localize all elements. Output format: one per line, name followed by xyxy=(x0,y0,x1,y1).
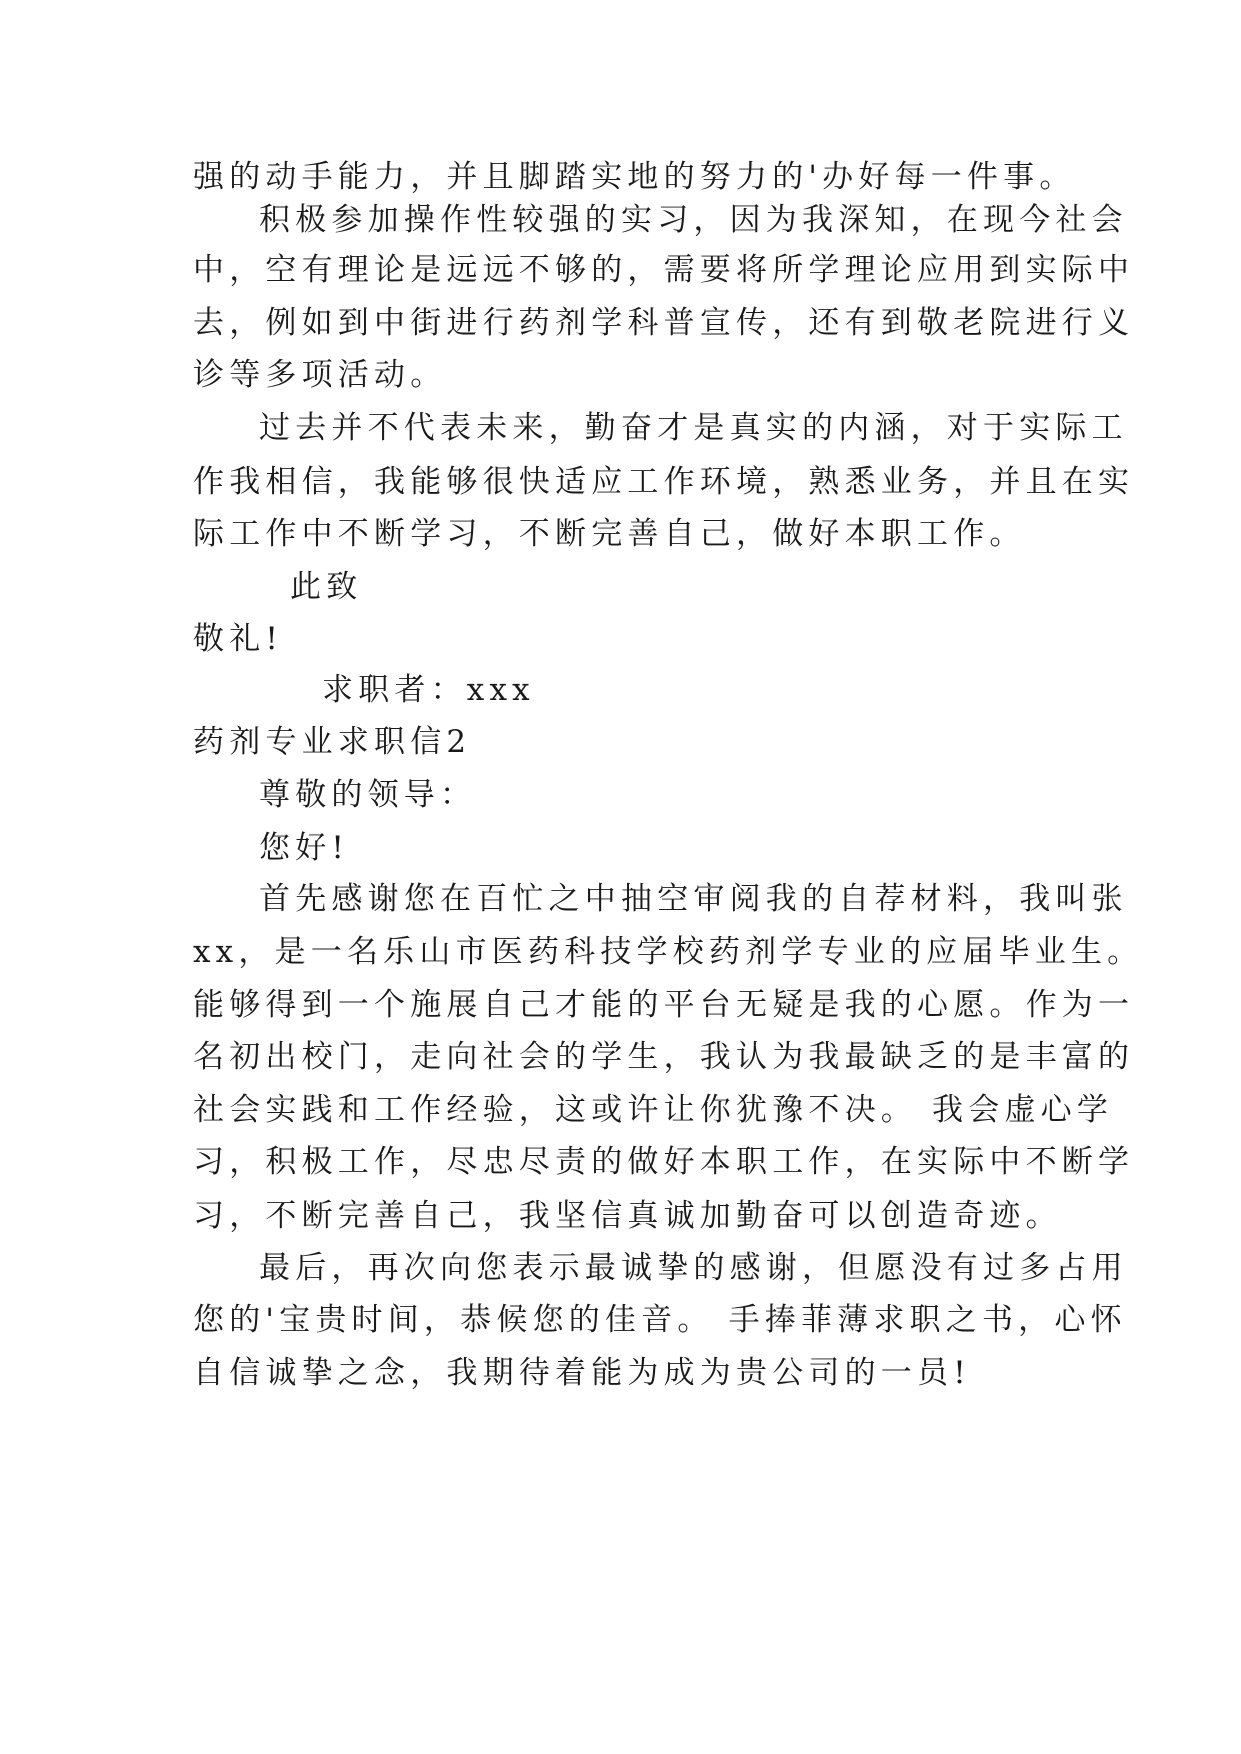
greeting-hello: 您好! xyxy=(259,830,350,866)
text-line: 中，空有理论是远远不够的，需要将所学理论应用到实际中 xyxy=(193,252,1135,288)
text-line: 能够得到一个施展自己才能的平台无疑是我的心愿。作为一 xyxy=(193,987,1135,1023)
signature-line: 求职者：xxx xyxy=(322,672,535,708)
paragraph-first-line: 最后，再次向您表示最诚挚的感谢，但愿没有过多占用 xyxy=(259,1250,1128,1286)
text-line: 际工作中不断学习，不断完善自己，做好本职工作。 xyxy=(193,516,1026,552)
text-line: 去，例如到中街进行药剂学科普宣传，还有到敬老院进行义 xyxy=(193,305,1135,341)
text-line: xx，是一名乐山市医药科技学校药剂学专业的应届毕业生。 xyxy=(193,934,1144,970)
paragraph-first-line: 过去并不代表未来，勤奋才是真实的内涵，对于实际工 xyxy=(259,410,1128,446)
text-line: 诊等多项活动。 xyxy=(193,357,447,393)
text-line: 名初出校门，走向社会的学生，我认为我最缺乏的是丰富的 xyxy=(193,1039,1135,1075)
closing-salutation: 敬礼! xyxy=(193,621,284,657)
letter-title: 药剂专业求职信2 xyxy=(193,724,472,760)
text-line: 您的'宝贵时间，恭候您的佳音。 手捧菲薄求职之书，心怀 xyxy=(193,1302,1127,1338)
text-line: 社会实践和工作经验，这或许让你犹豫不决。 我会虚心学 xyxy=(193,1092,1114,1128)
text-line: 自信诚挚之念，我期待着能为成为贵公司的一员! xyxy=(193,1355,971,1391)
paragraph-first-line: 首先感谢您在百忙之中抽空审阅我的自荐材料，我叫张 xyxy=(259,881,1128,917)
text-line: 习，积极工作，尽忠尽责的做好本职工作，在实际中不断学 xyxy=(193,1144,1135,1180)
greeting: 尊敬的领导： xyxy=(259,777,477,813)
text-line: 习，不断完善自己，我坚信真诚加勤奋可以创造奇迹。 xyxy=(193,1198,1062,1234)
paragraph-first-line: 积极参加操作性较强的实习，因为我深知，在现今社会 xyxy=(259,202,1128,238)
text-line: 强的动手能力，并且脚踏实地的努力的'办好每一件事。 xyxy=(193,159,1076,195)
text-line: 作我相信，我能够很快适应工作环境，熟悉业务，并且在实 xyxy=(193,464,1135,500)
closing-phrase: 此致 xyxy=(290,569,363,605)
